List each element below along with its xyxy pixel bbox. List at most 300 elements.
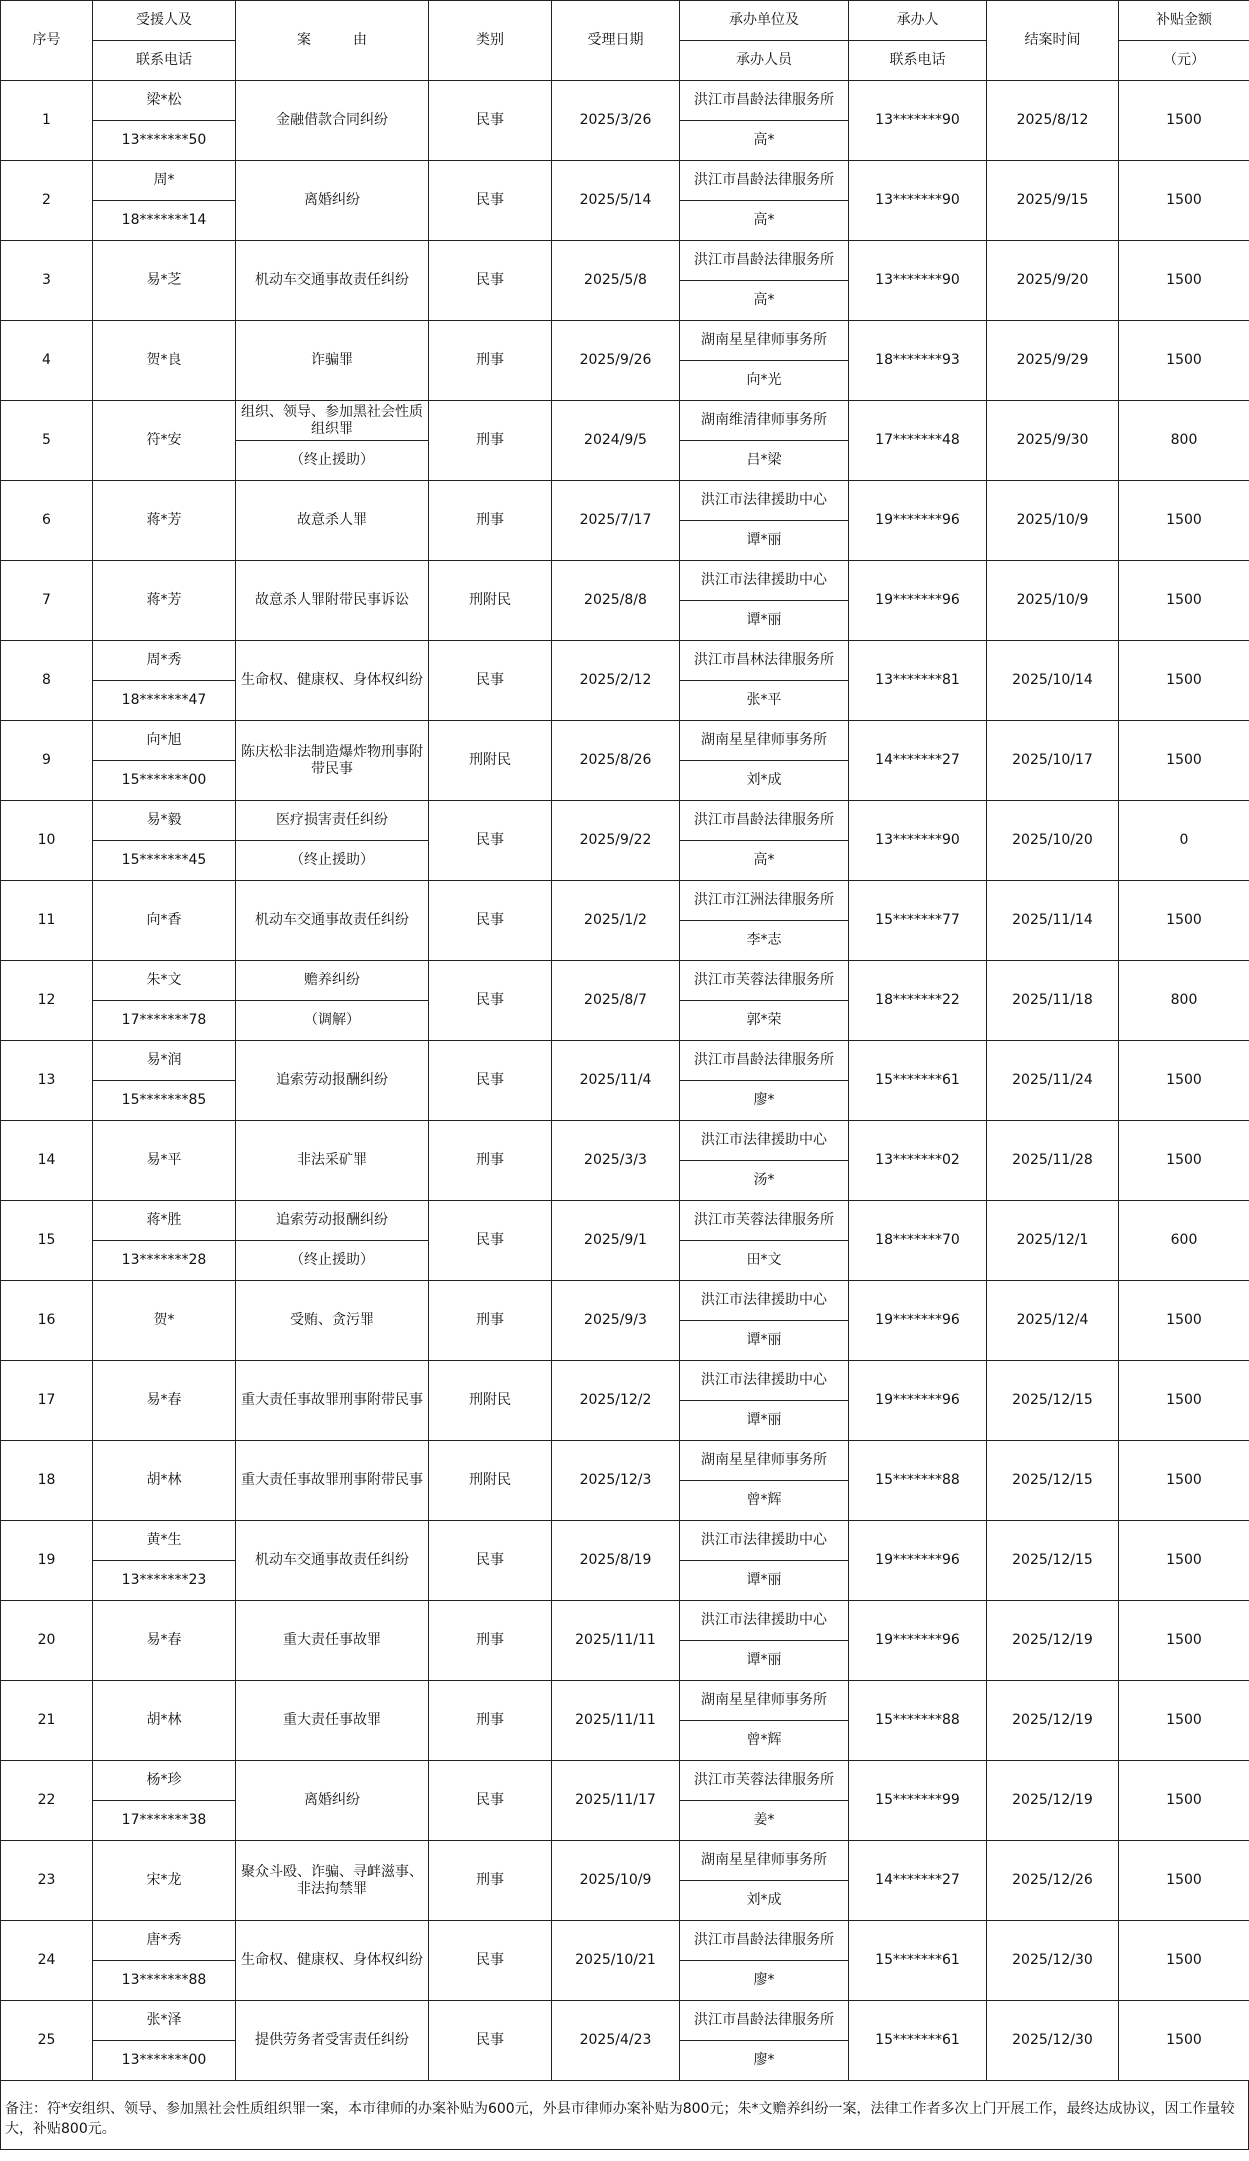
table-body <box>1 81 1249 2081</box>
handler-name: 李*志 <box>680 921 849 961</box>
table-row <box>1 1121 1249 1161</box>
aided-person: 易*润 <box>93 1041 236 1081</box>
close-date: 2025/9/30 <box>987 401 1119 481</box>
close-date: 2025/12/26 <box>987 1841 1119 1921</box>
accept-date: 2025/5/14 <box>552 161 680 241</box>
accept-date: 2025/10/9 <box>552 1841 680 1921</box>
handler-phone: 15*******61 <box>849 2001 987 2081</box>
accept-date: 2025/3/3 <box>552 1121 680 1201</box>
aided-person: 蒋*芳 <box>93 481 236 561</box>
row-number: 17 <box>1 1361 93 1441</box>
case-note: （终止援助） <box>236 1241 429 1281</box>
handling-unit: 湖南星星律师事务所 <box>680 1441 849 1481</box>
handler-name: 高* <box>680 121 849 161</box>
handler-name: 谭*丽 <box>680 1561 849 1601</box>
table-row <box>1 401 1249 441</box>
handling-unit: 洪江市法律援助中心 <box>680 1601 849 1641</box>
aided-person: 梁*松 <box>93 81 236 121</box>
handling-unit: 洪江市芙蓉法律服务所 <box>680 1761 849 1801</box>
handler-name: 谭*丽 <box>680 1641 849 1681</box>
close-date: 2025/12/19 <box>987 1761 1119 1841</box>
aided-person: 周* <box>93 161 236 201</box>
case-cause: 提供劳务者受害责任纠纷 <box>236 2001 429 2081</box>
table-row <box>1 1201 1249 1241</box>
row-number: 10 <box>1 801 93 881</box>
handling-unit: 湖南星星律师事务所 <box>680 1841 849 1881</box>
subsidy-amount: 1500 <box>1119 2001 1249 2081</box>
row-number: 16 <box>1 1281 93 1361</box>
handler-name: 郭*荣 <box>680 1001 849 1041</box>
handler-phone: 18*******22 <box>849 961 987 1041</box>
subsidy-amount: 800 <box>1119 401 1249 481</box>
case-cause: 金融借款合同纠纷 <box>236 81 429 161</box>
handler-phone: 18*******93 <box>849 321 987 401</box>
aided-person: 宋*龙 <box>93 1841 236 1921</box>
subsidy-amount: 600 <box>1119 1201 1249 1281</box>
col-date-header: 受理日期 <box>552 1 680 81</box>
row-number: 8 <box>1 641 93 721</box>
case-type: 民事 <box>429 881 552 961</box>
case-cause: 故意杀人罪 <box>236 481 429 561</box>
subsidy-amount: 1500 <box>1119 241 1249 321</box>
aided-person: 朱*文 <box>93 961 236 1001</box>
close-date: 2025/12/19 <box>987 1601 1119 1681</box>
handler-phone: 13*******81 <box>849 641 987 721</box>
subsidy-amount: 1500 <box>1119 1041 1249 1121</box>
accept-date: 2025/9/3 <box>552 1281 680 1361</box>
table-row <box>1 1361 1249 1401</box>
table-row <box>1 481 1249 521</box>
handler-name: 田*文 <box>680 1241 849 1281</box>
handler-phone: 13*******90 <box>849 81 987 161</box>
case-type: 刑事 <box>429 481 552 561</box>
handling-unit: 洪江市芙蓉法律服务所 <box>680 1201 849 1241</box>
handler-phone: 18*******70 <box>849 1201 987 1281</box>
accept-date: 2025/11/11 <box>552 1681 680 1761</box>
handler-name: 汤* <box>680 1161 849 1201</box>
handling-unit: 洪江市法律援助中心 <box>680 1361 849 1401</box>
case-type: 民事 <box>429 801 552 881</box>
accept-date: 2025/4/23 <box>552 2001 680 2081</box>
accept-date: 2024/9/5 <box>552 401 680 481</box>
table-row <box>1 1921 1249 1961</box>
aided-person: 符*安 <box>93 401 236 481</box>
handler-name: 张*平 <box>680 681 849 721</box>
case-type: 民事 <box>429 1201 552 1281</box>
aided-phone: 18*******47 <box>93 681 236 721</box>
handler-phone: 15*******61 <box>849 1041 987 1121</box>
handling-unit: 湖南星星律师事务所 <box>680 721 849 761</box>
accept-date: 2025/12/3 <box>552 1441 680 1521</box>
close-date: 2025/10/9 <box>987 481 1119 561</box>
row-number: 12 <box>1 961 93 1041</box>
case-type: 刑附民 <box>429 1361 552 1441</box>
handler-name: 谭*丽 <box>680 601 849 641</box>
close-date: 2025/9/15 <box>987 161 1119 241</box>
case-type: 民事 <box>429 241 552 321</box>
case-cause: 陈庆松非法制造爆炸物刑事附带民事 <box>236 721 429 801</box>
accept-date: 2025/8/7 <box>552 961 680 1041</box>
subsidy-amount: 1500 <box>1119 561 1249 641</box>
aided-person: 黄*生 <box>93 1521 236 1561</box>
row-number: 14 <box>1 1121 93 1201</box>
table-row <box>1 1281 1249 1321</box>
col-type-header: 类别 <box>429 1 552 81</box>
table-row <box>1 1841 1249 1881</box>
table-row <box>1 321 1249 361</box>
handling-unit: 洪江市法律援助中心 <box>680 1281 849 1321</box>
handler-name: 吕*梁 <box>680 441 849 481</box>
case-type: 民事 <box>429 1521 552 1601</box>
handler-phone: 13*******90 <box>849 801 987 881</box>
col-no-header: 序号 <box>1 1 93 81</box>
row-number: 2 <box>1 161 93 241</box>
close-date: 2025/12/4 <box>987 1281 1119 1361</box>
case-cause: 医疗损害责任纠纷 <box>236 801 429 841</box>
handler-phone: 14*******27 <box>849 1841 987 1921</box>
table-row <box>1 81 1249 121</box>
handler-name: 谭*丽 <box>680 1321 849 1361</box>
table-row <box>1 881 1249 921</box>
subsidy-amount: 1500 <box>1119 481 1249 561</box>
case-type: 民事 <box>429 1761 552 1841</box>
case-type: 民事 <box>429 81 552 161</box>
close-date: 2025/12/1 <box>987 1201 1119 1281</box>
handler-name: 刘*成 <box>680 761 849 801</box>
table-row <box>1 161 1249 201</box>
case-cause: 生命权、健康权、身体权纠纷 <box>236 1921 429 2001</box>
row-number: 24 <box>1 1921 93 2001</box>
accept-date: 2025/9/26 <box>552 321 680 401</box>
case-cause: 重大责任事故罪刑事附带民事 <box>236 1441 429 1521</box>
row-number: 22 <box>1 1761 93 1841</box>
aided-phone: 13*******28 <box>93 1241 236 1281</box>
handling-unit: 洪江市昌龄法律服务所 <box>680 2001 849 2041</box>
case-cause: 故意杀人罪附带民事诉讼 <box>236 561 429 641</box>
handler-name: 廖* <box>680 2041 849 2081</box>
accept-date: 2025/2/12 <box>552 641 680 721</box>
row-number: 7 <box>1 561 93 641</box>
accept-date: 2025/9/22 <box>552 801 680 881</box>
table-row <box>1 1601 1249 1641</box>
row-number: 18 <box>1 1441 93 1521</box>
case-cause: 聚众斗殴、诈骗、寻衅滋事、非法拘禁罪 <box>236 1841 429 1921</box>
aided-person: 贺*良 <box>93 321 236 401</box>
aided-person: 向*香 <box>93 881 236 961</box>
case-type: 民事 <box>429 961 552 1041</box>
aided-phone: 13*******88 <box>93 1961 236 2001</box>
handler-phone: 15*******77 <box>849 881 987 961</box>
row-number: 6 <box>1 481 93 561</box>
handling-unit: 洪江市芙蓉法律服务所 <box>680 961 849 1001</box>
accept-date: 2025/1/2 <box>552 881 680 961</box>
case-cause: 追索劳动报酬纠纷 <box>236 1201 429 1241</box>
aided-person: 杨*珍 <box>93 1761 236 1801</box>
row-number: 5 <box>1 401 93 481</box>
close-date: 2025/12/15 <box>987 1521 1119 1601</box>
handling-unit: 湖南星星律师事务所 <box>680 1681 849 1721</box>
table-row <box>1 721 1249 761</box>
subsidy-amount: 1500 <box>1119 321 1249 401</box>
aided-person: 周*秀 <box>93 641 236 681</box>
aided-person: 易*春 <box>93 1601 236 1681</box>
handling-unit: 洪江市昌龄法律服务所 <box>680 1921 849 1961</box>
handler-phone: 19*******96 <box>849 1521 987 1601</box>
close-date: 2025/10/14 <box>987 641 1119 721</box>
case-cause: 离婚纠纷 <box>236 1761 429 1841</box>
subsidy-amount: 1500 <box>1119 1121 1249 1201</box>
subsidy-amount: 1500 <box>1119 1761 1249 1841</box>
table-row <box>1 561 1249 601</box>
table-row <box>1 1041 1249 1081</box>
aided-phone: 17*******78 <box>93 1001 236 1041</box>
case-cause: 机动车交通事故责任纠纷 <box>236 881 429 961</box>
table-row <box>1 2001 1249 2041</box>
col-unit-staff-header: 承办人员 <box>680 41 849 81</box>
case-cause: 组织、领导、参加黑社会性质组织罪 <box>236 401 429 441</box>
table-row <box>1 1441 1249 1481</box>
handling-unit: 洪江市法律援助中心 <box>680 561 849 601</box>
handler-phone: 19*******96 <box>849 1601 987 1681</box>
accept-date: 2025/3/26 <box>552 81 680 161</box>
row-number: 13 <box>1 1041 93 1121</box>
col-amount-header: 补贴金额 <box>1119 1 1249 41</box>
handling-unit: 洪江市江洲法律服务所 <box>680 881 849 921</box>
row-number: 19 <box>1 1521 93 1601</box>
case-cause: 赡养纠纷 <box>236 961 429 1001</box>
table-row <box>1 801 1249 841</box>
handling-unit: 洪江市昌龄法律服务所 <box>680 1041 849 1081</box>
table-row <box>1 1761 1249 1801</box>
case-note: （终止援助） <box>236 841 429 881</box>
case-cause: 追索劳动报酬纠纷 <box>236 1041 429 1121</box>
col-close-header: 结案时间 <box>987 1 1119 81</box>
handler-phone: 15*******99 <box>849 1761 987 1841</box>
case-type: 刑事 <box>429 1601 552 1681</box>
handling-unit: 洪江市昌林法律服务所 <box>680 641 849 681</box>
handler-phone: 13*******90 <box>849 161 987 241</box>
accept-date: 2025/11/4 <box>552 1041 680 1121</box>
handling-unit: 洪江市昌龄法律服务所 <box>680 241 849 281</box>
case-cause: 非法采矿罪 <box>236 1121 429 1201</box>
handler-name: 谭*丽 <box>680 1401 849 1441</box>
case-note: （终止援助） <box>236 441 429 481</box>
handler-name: 谭*丽 <box>680 521 849 561</box>
aided-person: 易*芝 <box>93 241 236 321</box>
subsidy-amount: 1500 <box>1119 1921 1249 2001</box>
case-type: 刑附民 <box>429 561 552 641</box>
aided-person: 蒋*胜 <box>93 1201 236 1241</box>
aided-person: 唐*秀 <box>93 1921 236 1961</box>
subsidy-amount: 1500 <box>1119 1361 1249 1441</box>
close-date: 2025/12/30 <box>987 2001 1119 2081</box>
handler-phone: 15*******88 <box>849 1681 987 1761</box>
case-type: 刑事 <box>429 1841 552 1921</box>
case-type: 刑附民 <box>429 721 552 801</box>
table-header <box>1 1 1249 81</box>
aided-person: 向*旭 <box>93 721 236 761</box>
handler-phone: 19*******96 <box>849 481 987 561</box>
subsidy-amount: 1500 <box>1119 641 1249 721</box>
row-number: 15 <box>1 1201 93 1281</box>
col-amount-unit-header: （元） <box>1119 41 1249 81</box>
handler-name: 曾*辉 <box>680 1721 849 1761</box>
aided-phone: 13*******23 <box>93 1561 236 1601</box>
close-date: 2025/11/28 <box>987 1121 1119 1201</box>
case-type: 民事 <box>429 1041 552 1121</box>
close-date: 2025/9/20 <box>987 241 1119 321</box>
handling-unit: 湖南维清律师事务所 <box>680 401 849 441</box>
close-date: 2025/8/12 <box>987 81 1119 161</box>
col-case-header: 案 由 <box>236 1 429 81</box>
aided-phone: 13*******50 <box>93 121 236 161</box>
aided-person: 易*毅 <box>93 801 236 841</box>
case-cause: 生命权、健康权、身体权纠纷 <box>236 641 429 721</box>
handling-unit: 洪江市昌龄法律服务所 <box>680 161 849 201</box>
subsidy-amount: 1500 <box>1119 161 1249 241</box>
handler-name: 刘*成 <box>680 1881 849 1921</box>
table-row <box>1 641 1249 681</box>
case-type: 刑事 <box>429 1681 552 1761</box>
row-number: 25 <box>1 2001 93 2081</box>
case-type: 刑事 <box>429 321 552 401</box>
handler-phone: 13*******02 <box>849 1121 987 1201</box>
close-date: 2025/11/18 <box>987 961 1119 1041</box>
case-cause: 重大责任事故罪刑事附带民事 <box>236 1361 429 1441</box>
close-date: 2025/10/17 <box>987 721 1119 801</box>
case-type: 刑事 <box>429 1121 552 1201</box>
handler-name: 姜* <box>680 1801 849 1841</box>
subsidy-amount: 0 <box>1119 801 1249 881</box>
footnote: 备注：符*安组织、领导、参加黑社会性质组织罪一案，本市律师的办案补贴为600元，外县市律师办案补贴为800元；朱*文赡养纠纷一案，法律工作者多次上门开展工作，最终达成协议，因工作量较大，补贴800元。 <box>0 2081 1249 2150</box>
handling-unit: 洪江市昌龄法律服务所 <box>680 801 849 841</box>
handler-phone: 15*******61 <box>849 1921 987 2001</box>
case-type: 民事 <box>429 641 552 721</box>
aided-person: 胡*林 <box>93 1681 236 1761</box>
accept-date: 2025/8/19 <box>552 1521 680 1601</box>
handler-name: 廖* <box>680 1081 849 1121</box>
close-date: 2025/12/15 <box>987 1361 1119 1441</box>
handling-unit: 洪江市法律援助中心 <box>680 481 849 521</box>
accept-date: 2025/11/11 <box>552 1601 680 1681</box>
case-cause: 受贿、贪污罪 <box>236 1281 429 1361</box>
row-number: 20 <box>1 1601 93 1681</box>
handler-name: 曾*辉 <box>680 1481 849 1521</box>
row-number: 3 <box>1 241 93 321</box>
aided-phone: 15*******45 <box>93 841 236 881</box>
row-number: 21 <box>1 1681 93 1761</box>
case-cause: 离婚纠纷 <box>236 161 429 241</box>
subsidy-amount: 1500 <box>1119 81 1249 161</box>
aided-phone: 18*******14 <box>93 201 236 241</box>
row-number: 9 <box>1 721 93 801</box>
subsidy-amount: 1500 <box>1119 1281 1249 1361</box>
subsidy-amount: 1500 <box>1119 1601 1249 1681</box>
col-handler-phone-header: 联系电话 <box>849 41 987 81</box>
aided-person: 胡*林 <box>93 1441 236 1521</box>
handling-unit: 洪江市法律援助中心 <box>680 1121 849 1161</box>
handler-phone: 19*******96 <box>849 1361 987 1441</box>
handling-unit: 湖南星星律师事务所 <box>680 321 849 361</box>
case-type: 刑附民 <box>429 1441 552 1521</box>
subsidy-amount: 1500 <box>1119 1521 1249 1601</box>
row-number: 1 <box>1 81 93 161</box>
accept-date: 2025/8/26 <box>552 721 680 801</box>
accept-date: 2025/5/8 <box>552 241 680 321</box>
close-date: 2025/12/15 <box>987 1441 1119 1521</box>
case-cause: 机动车交通事故责任纠纷 <box>236 241 429 321</box>
handler-phone: 19*******96 <box>849 561 987 641</box>
case-cause: 机动车交通事故责任纠纷 <box>236 1521 429 1601</box>
table-row <box>1 1521 1249 1561</box>
col-aided-phone-header: 联系电话 <box>93 41 236 81</box>
accept-date: 2025/7/17 <box>552 481 680 561</box>
close-date: 2025/9/29 <box>987 321 1119 401</box>
aided-phone: 13*******00 <box>93 2041 236 2081</box>
aided-person: 张*泽 <box>93 2001 236 2041</box>
aided-person: 贺* <box>93 1281 236 1361</box>
row-number: 4 <box>1 321 93 401</box>
handler-phone: 13*******90 <box>849 241 987 321</box>
case-note: （调解） <box>236 1001 429 1041</box>
case-type: 民事 <box>429 2001 552 2081</box>
handling-unit: 洪江市昌龄法律服务所 <box>680 81 849 121</box>
case-cause: 诈骗罪 <box>236 321 429 401</box>
handler-phone: 19*******96 <box>849 1281 987 1361</box>
accept-date: 2025/8/8 <box>552 561 680 641</box>
subsidy-amount: 1500 <box>1119 721 1249 801</box>
handler-name: 高* <box>680 841 849 881</box>
case-type: 民事 <box>429 161 552 241</box>
close-date: 2025/10/20 <box>987 801 1119 881</box>
case-type: 民事 <box>429 1921 552 2001</box>
table-row <box>1 241 1249 281</box>
case-cause: 重大责任事故罪 <box>236 1601 429 1681</box>
col-unit-header: 承办单位及 <box>680 1 849 41</box>
handler-name: 廖* <box>680 1961 849 2001</box>
aided-phone: 15*******00 <box>93 761 236 801</box>
accept-date: 2025/11/17 <box>552 1761 680 1841</box>
aided-person: 易*春 <box>93 1361 236 1441</box>
handler-name: 高* <box>680 201 849 241</box>
aided-person: 易*平 <box>93 1121 236 1201</box>
case-cause: 重大责任事故罪 <box>236 1681 429 1761</box>
table-row <box>1 961 1249 1001</box>
handler-phone: 17*******48 <box>849 401 987 481</box>
aided-person: 蒋*芳 <box>93 561 236 641</box>
col-aided-header: 受援人及 <box>93 1 236 41</box>
accept-date: 2025/10/21 <box>552 1921 680 2001</box>
row-number: 11 <box>1 881 93 961</box>
handler-phone: 14*******27 <box>849 721 987 801</box>
handler-name: 高* <box>680 281 849 321</box>
close-date: 2025/12/19 <box>987 1681 1119 1761</box>
accept-date: 2025/9/1 <box>552 1201 680 1281</box>
close-date: 2025/11/24 <box>987 1041 1119 1121</box>
aided-phone: 17*******38 <box>93 1801 236 1841</box>
subsidy-amount: 800 <box>1119 961 1249 1041</box>
close-date: 2025/11/14 <box>987 881 1119 961</box>
close-date: 2025/12/30 <box>987 1921 1119 2001</box>
handling-unit: 洪江市法律援助中心 <box>680 1521 849 1561</box>
subsidy-amount: 1500 <box>1119 1441 1249 1521</box>
subsidy-amount: 1500 <box>1119 1841 1249 1921</box>
row-number: 23 <box>1 1841 93 1921</box>
col-handler-header: 承办人 <box>849 1 987 41</box>
case-type: 刑事 <box>429 1281 552 1361</box>
handler-phone: 15*******88 <box>849 1441 987 1521</box>
table-row <box>1 1681 1249 1721</box>
